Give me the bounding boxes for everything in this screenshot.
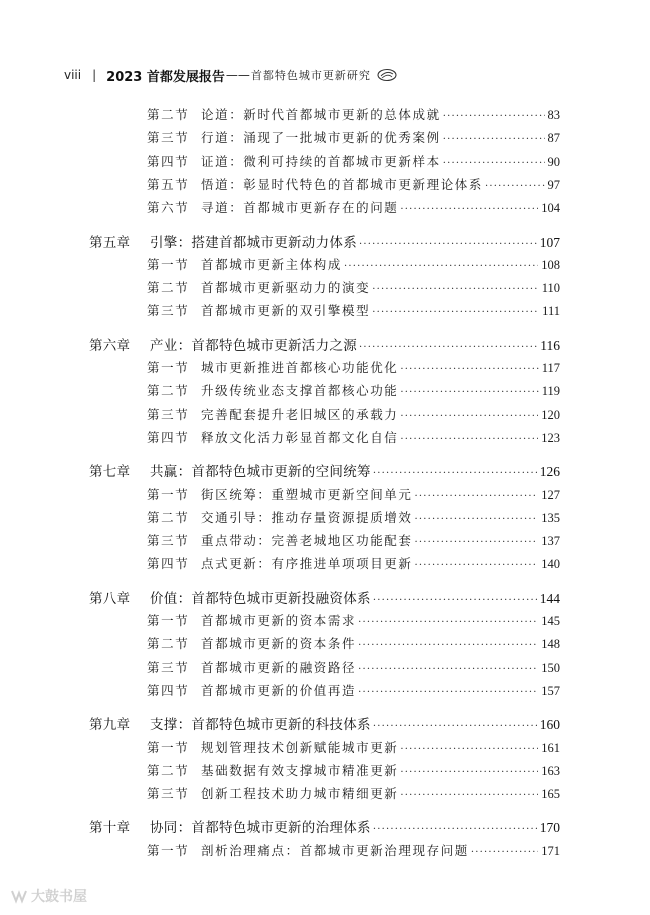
toc-section-entry	[147, 485, 560, 503]
section-title: 升级传统业态支撑首都核心功能	[201, 383, 399, 399]
section-number: 第三节	[147, 406, 190, 422]
leader-dots	[400, 387, 538, 398]
section-title: 首都城市更新的融资路径	[201, 659, 357, 675]
section-title: 论道：新时代首都城市更新的总体成就	[201, 107, 441, 122]
toc-section-entry	[147, 508, 560, 526]
section-number: 第六节	[147, 200, 190, 216]
section-number: 第三节	[147, 533, 190, 549]
page-number: 157	[541, 683, 560, 698]
page-number: 123	[541, 430, 560, 445]
chapter-title: 价值：首都特色城市更新投融资体系	[150, 590, 371, 607]
leader-dots	[415, 491, 539, 502]
section-title: 证道：微利可持续的首都城市更新样本	[201, 153, 441, 169]
section-number: 第二节	[147, 762, 190, 778]
chapter-number: 第七章	[89, 464, 131, 481]
section-title: 规划管理技术创新赋能城市更新	[201, 739, 399, 755]
page-number: 126	[539, 464, 560, 480]
toc-section-entry	[147, 358, 560, 376]
chapter-title: 产业：首都特色城市更新活力之源	[150, 337, 357, 354]
toc-chapter-entry	[89, 231, 560, 251]
header-dash: ——	[225, 68, 250, 82]
toc-section-entry	[147, 381, 560, 399]
toc-section-entry	[147, 255, 560, 273]
chapter-number: 第六章	[89, 337, 131, 354]
watermark-text: 大鼓书屋	[31, 889, 87, 905]
leader-dots	[400, 411, 538, 422]
section-title: 首都城市更新的资本需求	[201, 613, 357, 628]
page-number: 87	[547, 131, 560, 146]
page-number: 140	[541, 557, 560, 572]
section-title: 完善配套提升老旧城区的承载力	[201, 406, 399, 422]
chapter-number: 第八章	[89, 590, 131, 607]
leader-dots	[358, 664, 538, 675]
toc-section-entry	[147, 198, 560, 216]
page-number: 127	[541, 487, 560, 502]
toc-section-entry	[147, 531, 560, 549]
page-number: 97	[547, 177, 560, 192]
chapter-title: 协同：首都特色城市更新的治理体系	[150, 820, 371, 837]
page-number: 148	[541, 637, 560, 652]
section-title: 释放文化活力彰显首都文化自信	[201, 429, 399, 445]
chapter-title: 支撑：首都特色城市更新的科技体系	[150, 717, 371, 734]
chapter-title: 共赢：首都特色城市更新的空间统筹	[150, 464, 371, 481]
section-number: 第一节	[147, 486, 190, 502]
leader-dots	[373, 721, 537, 732]
section-title: 行道：涌现了一批城市更新的优秀案例	[201, 130, 441, 146]
header-book-title: 2023 首都发展报告	[106, 69, 225, 85]
section-title: 首都城市更新的价值再造	[201, 682, 357, 698]
section-number: 第二节	[147, 107, 190, 122]
toc-section-entry	[147, 784, 560, 802]
leader-dots	[359, 342, 537, 353]
section-title: 首都城市更新的资本条件	[201, 636, 357, 652]
page-number: 119	[541, 384, 560, 399]
toc-chapter-entry	[89, 460, 560, 480]
toc-section-entry	[147, 611, 560, 629]
page-number: 144	[539, 590, 560, 606]
section-number: 第三节	[147, 659, 190, 675]
toc-section-entry	[147, 681, 560, 699]
toc-chapter-entry	[89, 713, 560, 733]
page-number: 83	[547, 108, 560, 122]
page-number: 150	[541, 660, 560, 675]
page-number: 163	[541, 763, 560, 778]
page-number: 90	[547, 154, 560, 169]
leader-dots	[373, 824, 537, 835]
leader-dots	[471, 847, 538, 858]
header-page-number: viii	[64, 68, 82, 82]
leader-dots	[372, 307, 539, 318]
section-title: 首都城市更新的双引擎模型	[201, 303, 371, 319]
page-number: 145	[541, 614, 560, 628]
section-number: 第一节	[147, 842, 190, 858]
header-separator: |	[92, 68, 97, 82]
page-number: 135	[541, 510, 560, 525]
section-title: 剖析治理痛点：首都城市更新治理现存问题	[201, 842, 469, 858]
leader-dots	[415, 560, 539, 571]
page-number: 165	[541, 787, 560, 802]
page-number: 110	[541, 281, 560, 296]
section-number: 第二节	[147, 636, 190, 652]
page-number: 111	[542, 304, 560, 319]
leader-dots	[415, 514, 539, 525]
toc-section-entry	[147, 128, 560, 146]
toc-section-entry	[147, 105, 560, 123]
page-number: 108	[541, 257, 560, 272]
page-number: 161	[541, 740, 560, 755]
header-subtitle: 首都特色城市更新研究	[250, 69, 371, 82]
toc-section-entry	[147, 738, 560, 756]
toc-section-entry	[147, 634, 560, 652]
toc-section-entry	[147, 428, 560, 446]
section-number: 第四节	[147, 682, 190, 698]
section-number: 第一节	[147, 360, 190, 375]
page-number: 170	[539, 820, 560, 836]
page-number: 120	[541, 407, 560, 422]
section-number: 第四节	[147, 153, 190, 169]
leader-dots	[372, 284, 539, 295]
page-number: 104	[541, 201, 560, 216]
toc-section-entry	[147, 301, 560, 319]
toc-chapter-entry	[89, 334, 560, 354]
leader-dots	[443, 158, 545, 169]
leader-dots	[358, 617, 538, 628]
leader-dots	[359, 239, 537, 250]
section-number: 第四节	[147, 429, 190, 445]
toc-chapter-entry	[89, 816, 560, 836]
leader-dots	[443, 111, 545, 122]
leader-dots	[373, 468, 537, 479]
leader-dots	[443, 134, 545, 145]
leader-dots	[400, 434, 538, 445]
leader-dots	[344, 261, 538, 272]
section-title: 重点带动：完善老城地区功能配套	[201, 533, 413, 549]
page-number: 171	[541, 843, 560, 858]
chapter-number: 第九章	[89, 717, 131, 734]
section-title: 城市更新推进首都核心功能优化	[201, 360, 399, 375]
leader-dots	[400, 204, 538, 215]
leader-dots	[400, 790, 538, 801]
section-title: 基础数据有效支撑城市精准更新	[201, 762, 399, 778]
leader-dots	[373, 595, 537, 606]
section-title: 悟道：彰显时代特色的首都城市更新理论体系	[201, 176, 484, 192]
section-title: 交通引导：推动存量资源提质增效	[201, 509, 413, 525]
toc-section-entry	[147, 761, 560, 779]
section-title: 寻道：首都城市更新存在的问题	[201, 200, 399, 216]
section-title: 首都城市更新主体构成	[201, 256, 343, 272]
section-number: 第二节	[147, 509, 190, 525]
toc-section-entry	[147, 405, 560, 423]
page-number: 160	[539, 717, 560, 733]
watermark	[10, 886, 87, 906]
section-title: 首都城市更新驱动力的演变	[201, 280, 371, 296]
leader-dots	[358, 640, 538, 651]
section-number: 第二节	[147, 280, 190, 296]
toc-section-entry	[147, 658, 560, 676]
section-number: 第一节	[147, 256, 190, 272]
leader-dots	[400, 364, 538, 375]
watermark-logo-icon	[10, 888, 28, 904]
section-number: 第三节	[147, 303, 190, 319]
section-number: 第二节	[147, 383, 190, 399]
toc-section-entry	[147, 554, 560, 572]
section-number: 第一节	[147, 739, 190, 755]
section-title: 点式更新：有序推进单项项目更新	[201, 556, 413, 572]
leader-dots	[358, 687, 538, 698]
chapter-title: 引擎：搭建首都城市更新动力体系	[150, 234, 357, 251]
section-title: 创新工程技术助力城市精细更新	[201, 786, 399, 802]
leader-dots	[415, 537, 539, 548]
page-number: 137	[541, 534, 560, 549]
section-title: 街区统筹：重塑城市更新空间单元	[201, 486, 413, 502]
page-number: 117	[541, 361, 560, 375]
leader-dots	[400, 767, 538, 778]
leader-dots	[485, 181, 544, 192]
toc-section-entry	[147, 175, 560, 193]
chapter-number: 第五章	[89, 234, 131, 251]
leader-dots	[400, 744, 538, 755]
toc-section-entry	[147, 841, 560, 859]
page-number: 107	[539, 234, 560, 250]
chapter-number: 第十章	[89, 820, 131, 837]
section-number: 第一节	[147, 613, 190, 628]
page-number: 116	[540, 337, 560, 353]
toc-chapter-entry	[89, 587, 560, 607]
section-number: 第三节	[147, 786, 190, 802]
toc-section-entry	[147, 152, 560, 170]
section-number: 第五节	[147, 176, 190, 192]
section-number: 第四节	[147, 556, 190, 572]
section-number: 第三节	[147, 130, 190, 146]
toc-section-entry	[147, 278, 560, 296]
